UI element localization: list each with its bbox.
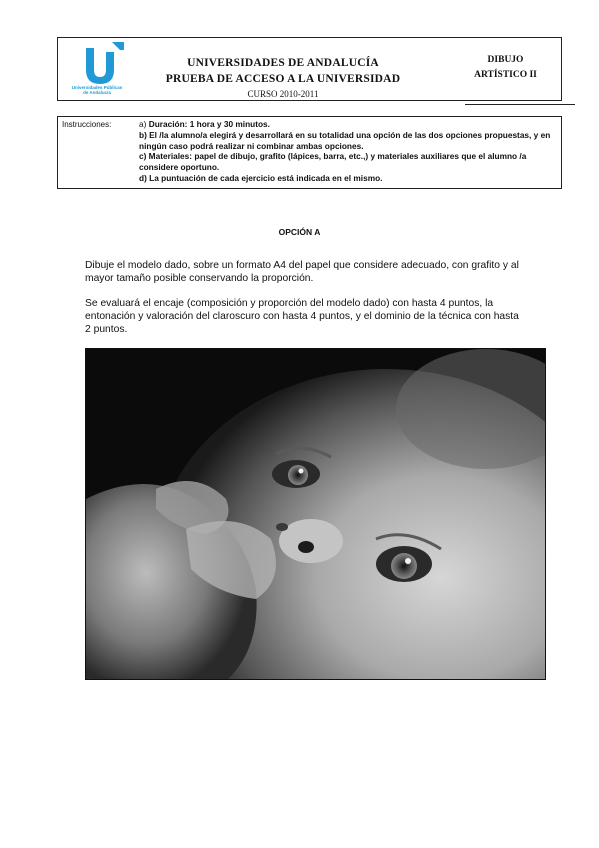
task-paragraph: Dibuje el modelo dado, sobre un formato A4 del papel que considere adecuado, con grafito y al mayor tamaño posible conservando la proporción. — [85, 260, 519, 284]
baby-face-photo — [85, 348, 546, 680]
logo-caption-line1: Universidades Públicas — [71, 85, 123, 90]
header-title-line2: PRUEBA DE ACCESO A LA UNIVERSIDAD — [165, 73, 401, 85]
instructions-list — [139, 119, 554, 184]
header-title-line1: UNIVERSIDADES DE ANDALUCÍA — [187, 57, 379, 69]
header-divider — [465, 104, 575, 105]
instructions-label: Instrucciones: — [62, 120, 112, 129]
exam-header — [57, 37, 562, 101]
nose — [279, 519, 343, 563]
evaluation-paragraph: Se evaluará el encaje (composición y proporción del modelo dado) con hasta 4 puntos, la entonación y valoración del claroscuro con hasta 4 puntos, y el dominio de la técnica con hasta 2 puntos. — [85, 298, 519, 335]
course-year: CURSO 2010-2011 — [247, 89, 319, 99]
instruction-a-text: Duración: 1 hora y 30 minutos. — [148, 119, 270, 129]
instruction-item-c: c) Materiales: papel de dibujo, grafito (lápices, barra, etc.,) y materiales auxiliares que el alumno /a considere oportuno. — [139, 151, 527, 173]
instruction-item-b: b) El /la alumno/a elegirá y desarrollará en su totalidad una opción de las dos opciones propuestas, y en ningún caso podrá realizar ni combinar ambas opciones. — [139, 129, 551, 151]
subject-name — [458, 53, 553, 83]
instruction-a-prefix: a) — [139, 119, 147, 129]
instruction-item-a — [139, 119, 554, 130]
instruction-item-d: d) La puntuación de cada ejercicio está indicada en el mismo. — [139, 172, 383, 183]
logo-caption-line2: de Andalucía — [83, 90, 111, 95]
instructions-box — [57, 116, 562, 189]
subject-line1: DIBUJO — [487, 55, 524, 65]
option-title: OPCIÓN A — [278, 227, 321, 237]
logo-caption — [60, 85, 134, 95]
subject-line2: ARTÍSTICO II — [474, 70, 537, 80]
